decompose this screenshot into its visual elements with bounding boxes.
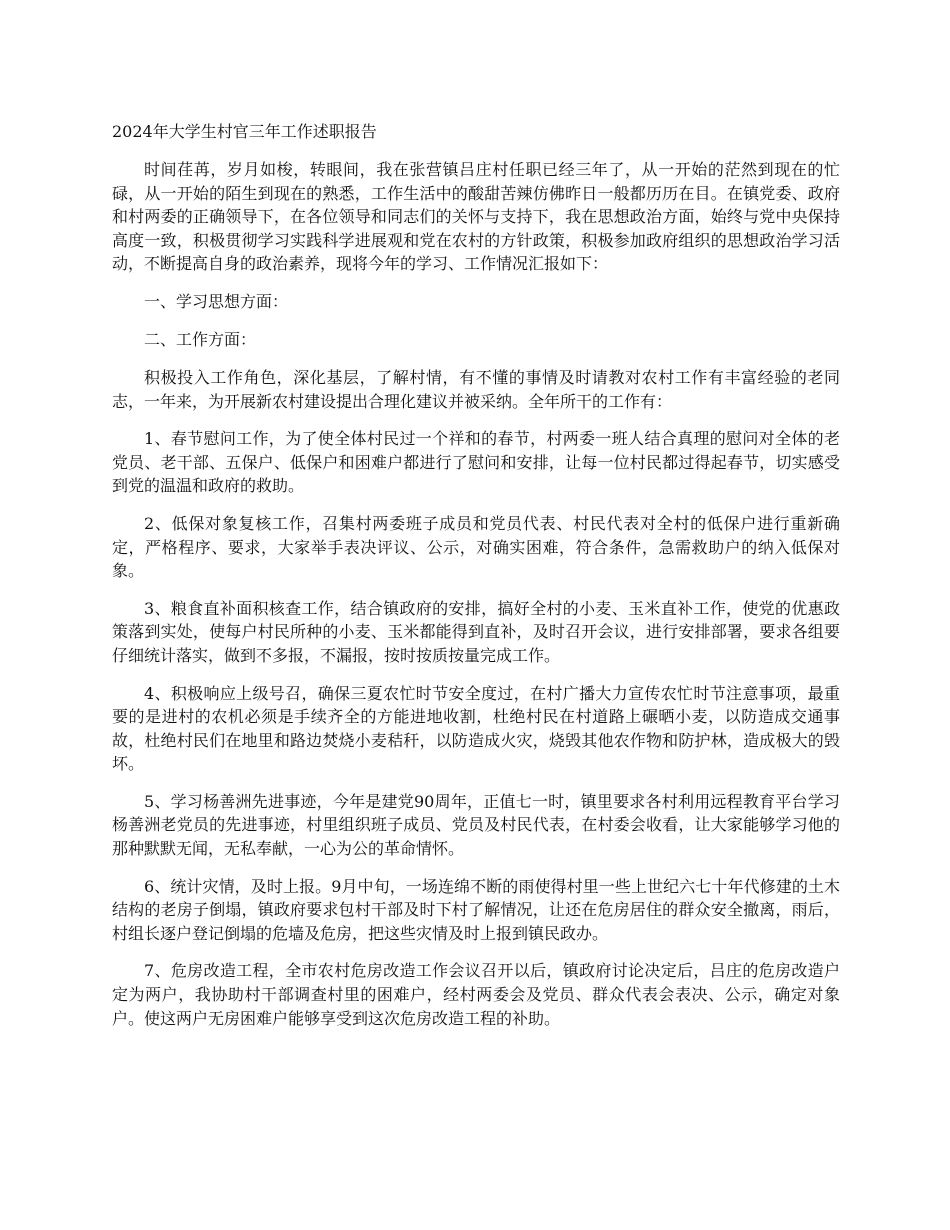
work-item-1: 1、春节慰问工作，为了使全体村民过一个祥和的春节，村两委一班人结合真理的慰问对全体的老党员、老干部、五保户、低保户和困难户都进行了慰问和安排，让每一位村民都过得起春节，切实感受到党的温温和政府的救助。 [112,429,840,496]
work-item-5: 5、学习杨善洲先进事迹，今年是建党90周年，正值七一时，镇里要求各村利用远程教育平台学习杨善洲老党员的先进事迹，村里组织班子成员、党员及村民代表，在村委会收看，让大家能够学习他的那种默默无闻，无私奉献，一心为公的革命情怀。 [112,791,840,859]
intro-paragraph: 时间荏苒，岁月如梭，转眼间，我在张营镇吕庄村任职已经三年了，从一开始的茫然到现在的忙碌，从一开始的陌生到现在的熟悉，工作生活中的酸甜苦辣仿佛昨日一般都历历在目。在镇党委、政府和村两委的正确领导下，在各位领导和同志们的关怀与支持下，我在思想政治方面，始终与党中央保持高度一致，积极贯彻学习实践科学进展观和党在农村的方针政策，积极参加政府组织的思想政治学习活动，不断提高自身的政治素养，现将今年的学习、工作情况汇报如下： [112,160,840,274]
document-title: 2024年大学生村官三年工作述职报告 [112,122,377,141]
document-page [112,120,840,1044]
work-item-4: 4、积极响应上级号召，确保三夏农忙时节安全度过，在村广播大力宣传农忙时节注意事项，最重要的是进村的农机必须是手续齐全的方能进地收割，杜绝村民在村道路上碾晒小麦，以防造成交通事故，杜绝村民们在地里和路边焚烧小麦秸秆，以防造成火灾，烧毁其他农作物和防护林，造成极大的毁坏。 [112,683,840,774]
section-heading-study: 一、学习思想方面： [144,291,289,311]
work-item-6: 6、统计灾情，及时上报。9月中旬，一场连绵不断的雨使得村里一些上世纪六七十年代修建的土木结构的老房子倒塌，镇政府要求包村干部及时下村了解情况，让还在危房居住的群众安全撤离，雨后，村组长逐户登记倒塌的危墙及危房，把这些灾情及时上报到镇民政办。 [112,876,840,943]
work-item-2: 2、低保对象复核工作，召集村两委班子成员和党员代表、村民代表对全村的低保户进行重新确定，严格程序、要求，大家举手表决评议、公示，对确实困难，符合条件，急需救助户的纳入低保对象。 [112,513,840,581]
work-item-3: 3、粮食直补面积核查工作，结合镇政府的安排，搞好全村的小麦、玉米直补工作，使党的优惠政策落到实处，使每户村民所种的小麦、玉米都能得到直补，及时召开会议，进行安排部署，要求各组要仔细统计落实，做到不多报，不漏报，按时按质按量完成工作。 [112,598,840,665]
work-intro-paragraph: 积极投入工作角色，深化基层，了解村情，有不懂的事情及时请教对农村工作有丰富经验的老同志，一年来，为开展新农村建设提出合理化建议并被采纳。全年所干的工作有： [112,367,840,411]
work-item-7: 7、危房改造工程，全市农村危房改造工作会议召开以后，镇政府讨论决定后，吕庄的危房改造户定为两户，我协助村干部调查村里的困难户，经村两委会及党员、群众代表会表决、公示，确定对象户。使这两户无房困难户能够享受到这次危房改造工程的补助。 [112,961,840,1028]
section-heading-work: 二、工作方面： [144,329,257,349]
